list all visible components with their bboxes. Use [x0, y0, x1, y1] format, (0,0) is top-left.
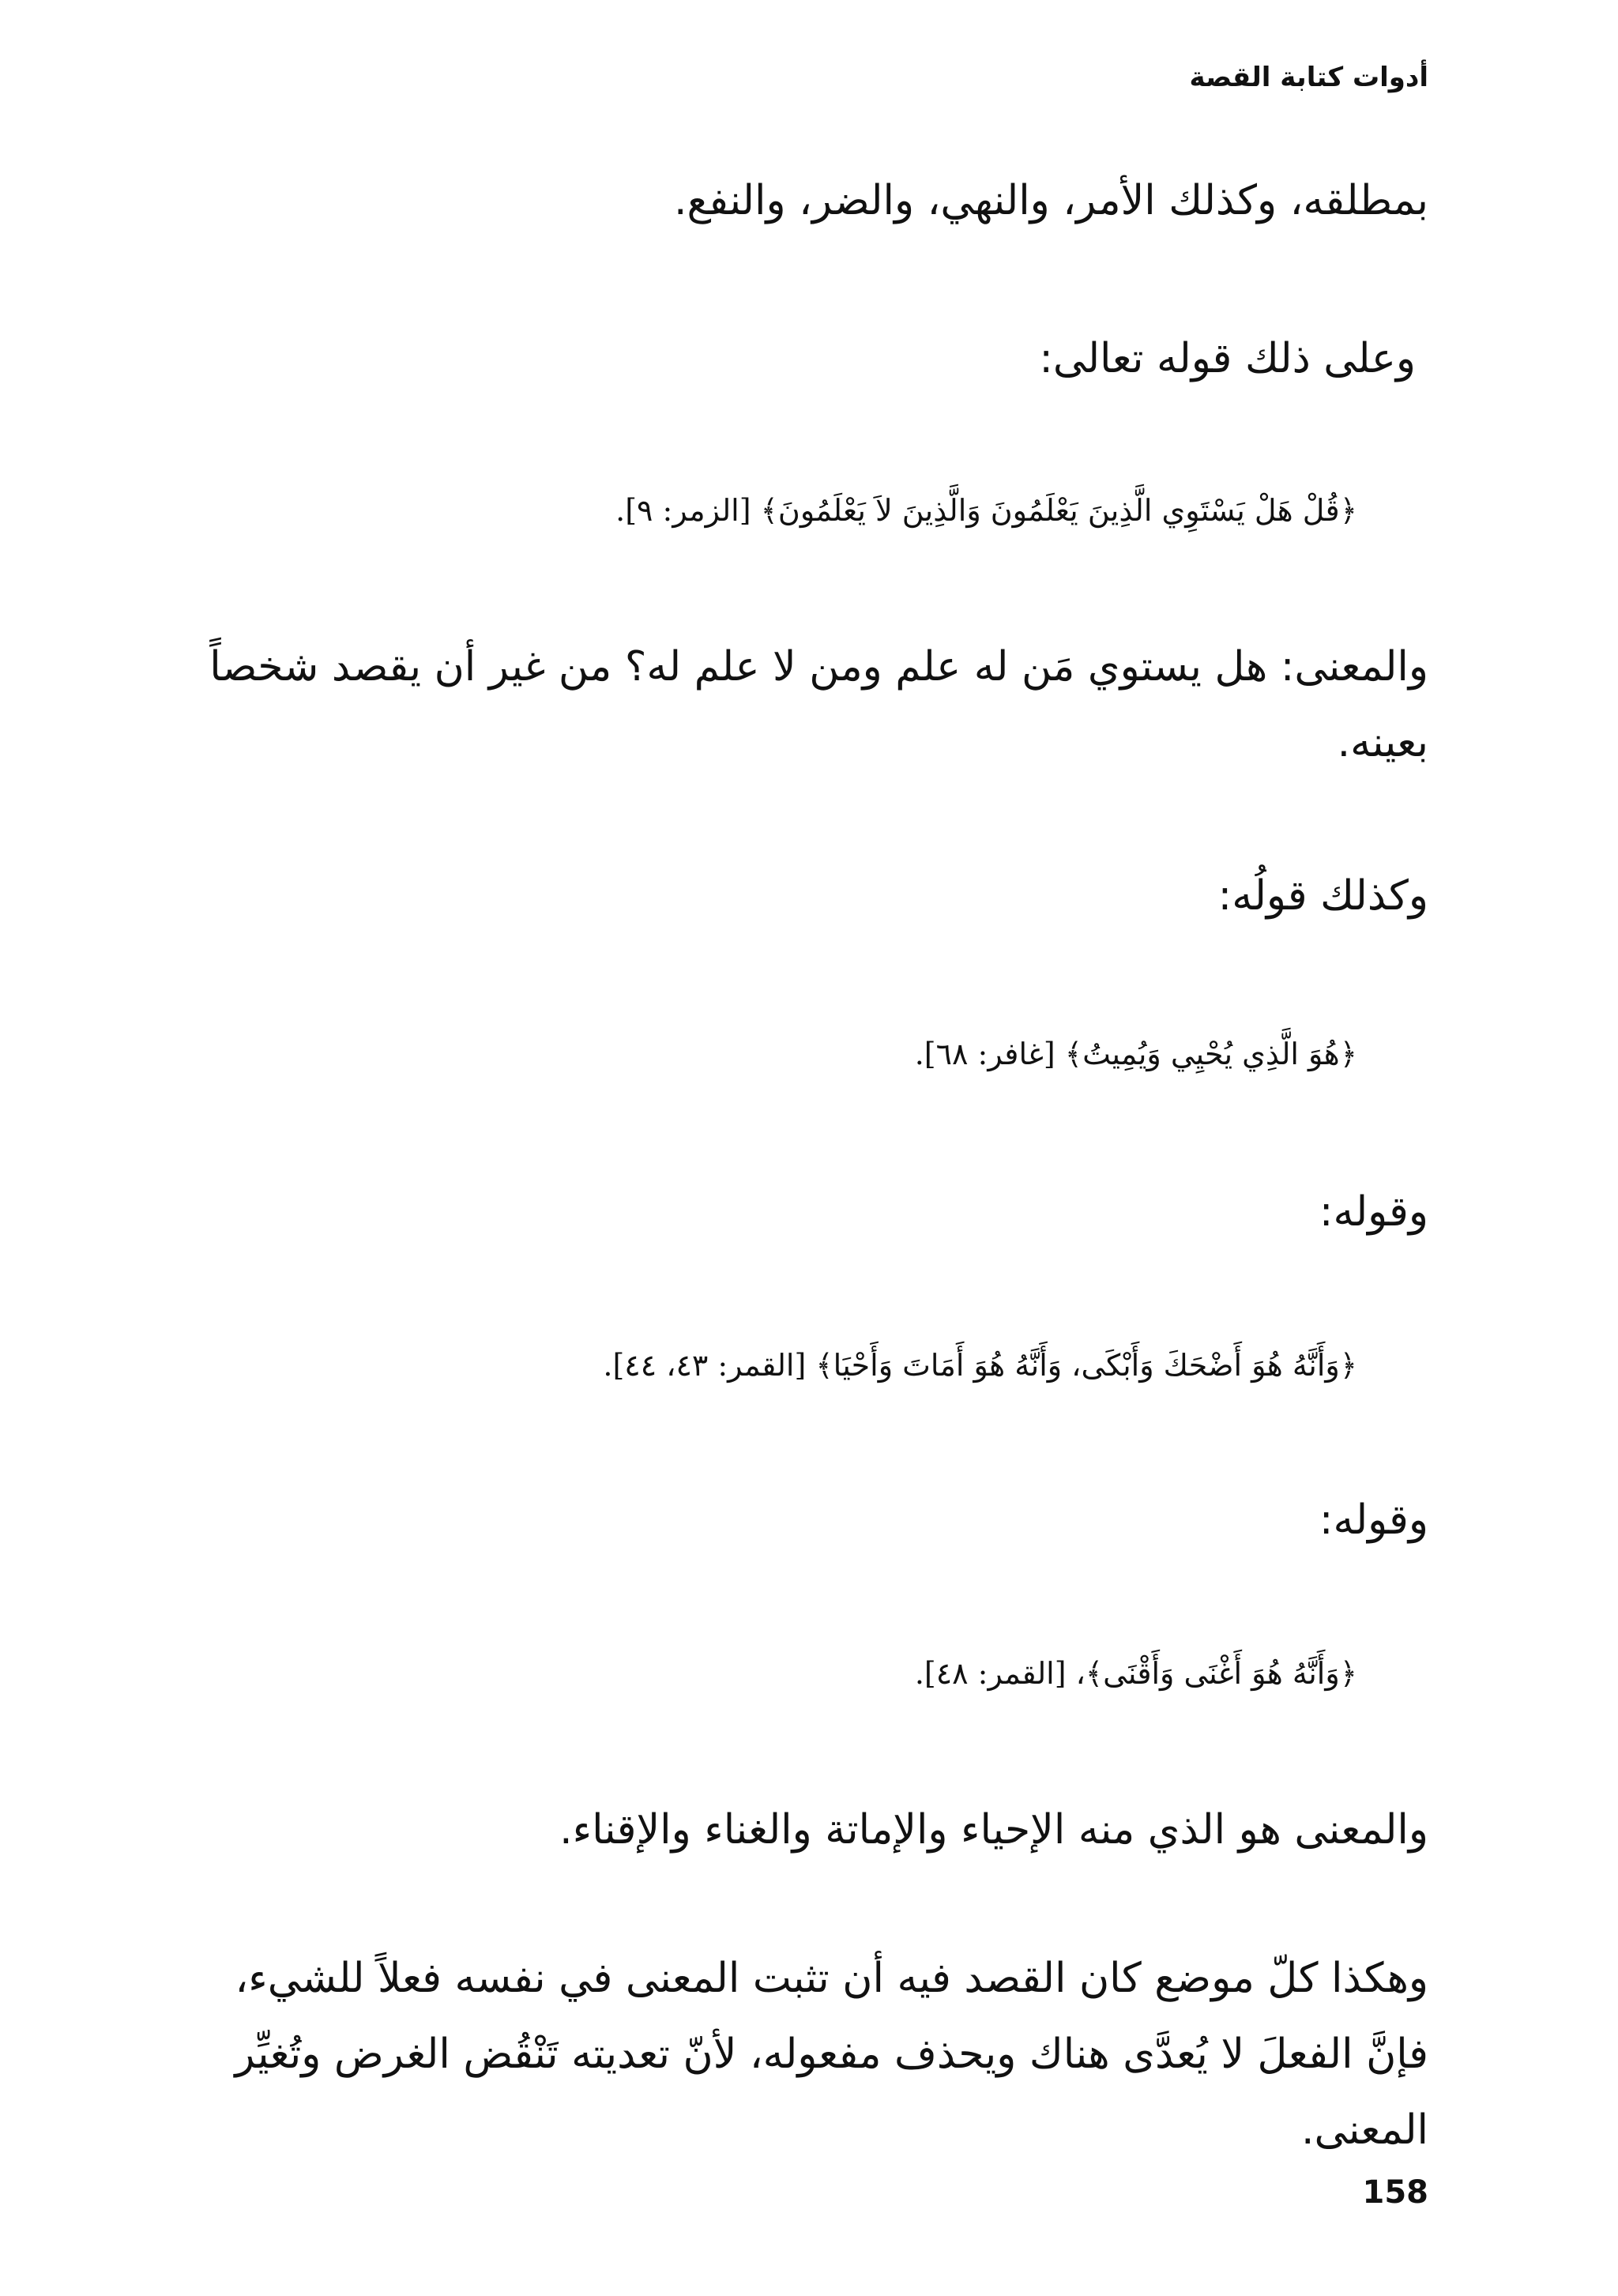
paragraph-8: وهكذا كلّ موضع كان القصد فيه أن تثبت المعنى في نفسه فعلاً للشيء، فإنَّ الفعلَ لا يُعدَّى هناك ويحذف مفعوله، لأنّ تعديته تَنْقُض الغرض وتُغيِّر المعنى.: [235, 1955, 1428, 2154]
paragraph-5: وقوله:: [1319, 1188, 1428, 1236]
paragraph-3: والمعنى: هل يستوي مَن له علم ومن لا علم له؟ من غير أن يقصد شخصاً بعينه.: [209, 643, 1428, 766]
paragraph-7: والمعنى هو الذي منه الإحياء والإماتة والغناء والإقناء.: [559, 1806, 1428, 1854]
running-header: أدوات كتابة القصة: [1189, 62, 1428, 93]
quran-quote-2: ﴿هُوَ الَّذِي يُحْيِي وَيُمِيتُ﴾ [غافر: ٦٨].: [914, 1037, 1357, 1071]
paragraph-4: وكذلك قولُه:: [1217, 872, 1428, 920]
paragraph-2: وعلى ذلك قوله تعالى:: [1039, 335, 1416, 382]
paragraph-6: وقوله:: [1319, 1496, 1428, 1544]
page-number: 158: [1362, 2174, 1428, 2211]
paragraph-1: بمطلقه، وكذلك الأمر، والنهي، والضر، والنفع.: [673, 177, 1428, 224]
quran-quote-3: ﴿وَأَنَّهُ هُوَ أَضْحَكَ وَأَبْكَى، وَأَنَّهُ هُوَ أَمَاتَ وَأَحْيَا﴾ [القمر: ٤٣، ٤٤].: [603, 1348, 1357, 1383]
quran-quote-1: ﴿قُلْ هَلْ يَسْتَوِي الَّذِينَ يَعْلَمُونَ وَالَّذِينَ لاَ يَعْلَمُونَ﴾ [الزمر: ٩].: [615, 493, 1357, 528]
quran-quote-4: ﴿وَأَنَّهُ هُوَ أَغْنَى وَأَقْنَى﴾، [القمر: ٤٨].: [914, 1656, 1357, 1691]
